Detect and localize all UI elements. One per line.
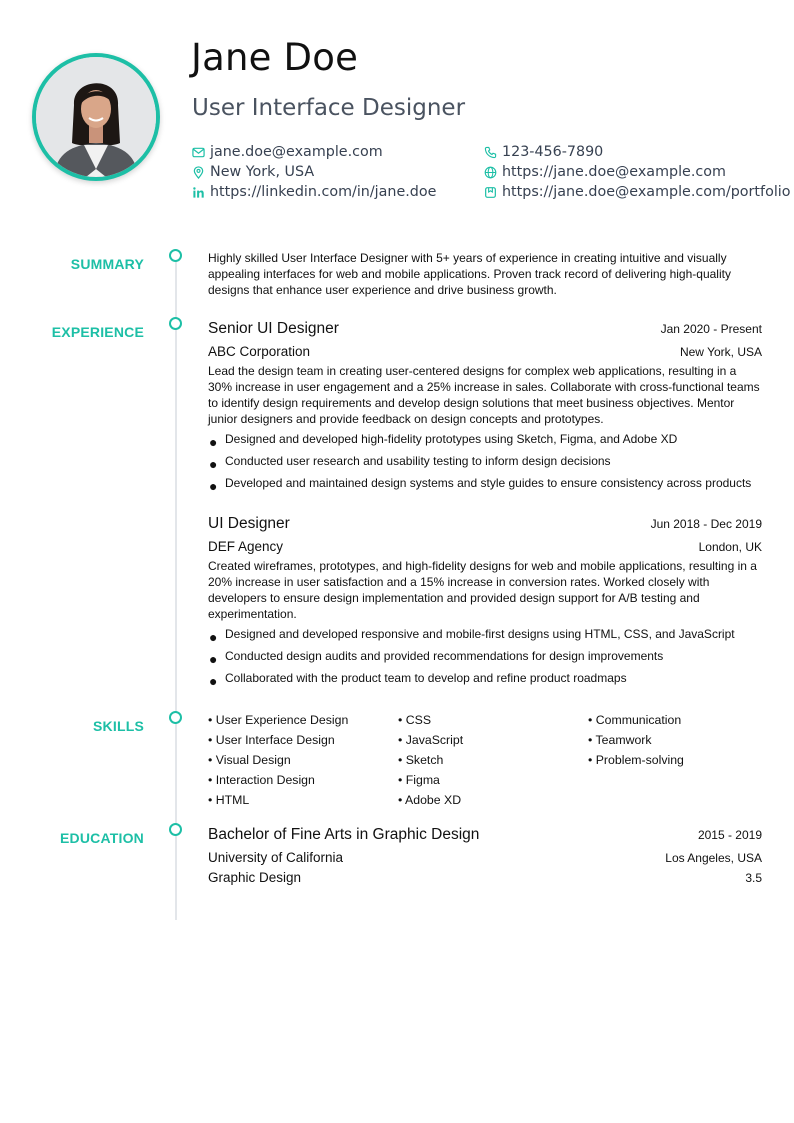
contact-email[interactable] (192, 143, 383, 161)
timeline-dot-experience (169, 317, 182, 330)
job-dates: Jan 2020 - Present (660, 322, 762, 336)
skill-item: • Teamwork (588, 733, 652, 747)
list-item: ● Developed and maintained design systems and style guides to ensure consistency across products (209, 476, 752, 495)
bullet-icon: ● (209, 651, 218, 668)
job-title: UI Designer (208, 515, 290, 532)
bullet-icon: ● (209, 478, 218, 495)
job-title: Senior UI Designer (208, 320, 339, 337)
skill-item: • User Experience Design (208, 713, 349, 727)
job-subheader (208, 539, 762, 554)
contact-website[interactable] (484, 163, 726, 181)
section-label-summary: SUMMARY (70, 256, 144, 272)
timeline-dot-education (169, 823, 182, 836)
company-name: DEF Agency (208, 539, 284, 554)
job-location: London, UK (698, 540, 762, 554)
job-highlights (208, 432, 762, 498)
portfolio-icon (484, 186, 497, 199)
contact-linkedin-text: https://linkedin.com/in/jane.doe (210, 184, 437, 200)
job-highlights (208, 627, 762, 693)
skill-item: • Sketch (398, 753, 444, 767)
skill-item: • Visual Design (208, 753, 291, 767)
job-title-headline: User Interface Designer (192, 95, 466, 121)
skill-item: • Interaction Design (208, 773, 315, 787)
education-subheader (208, 850, 762, 865)
skill-item: • Figma (398, 773, 440, 787)
job-subheader (208, 344, 762, 359)
skill-item: • JavaScript (398, 733, 464, 747)
skills-column (208, 713, 348, 813)
section-label-skills: SKILLS (93, 718, 144, 734)
experience-entry (208, 515, 762, 693)
skill-item: • User Interface Design (208, 733, 335, 747)
degree-name: Bachelor of Fine Arts in Graphic Design (208, 826, 480, 843)
school-name: University of California (208, 850, 344, 865)
skill-item: • Problem-solving (588, 753, 684, 767)
experience-entry (208, 320, 762, 498)
list-item: ● Conducted user research and usability testing to inform design decisions (209, 454, 611, 473)
mail-icon (192, 146, 205, 159)
profile-photo (32, 53, 160, 181)
map-pin-icon (192, 166, 205, 179)
education-entry (208, 826, 762, 885)
company-name: ABC Corporation (208, 344, 311, 359)
linkedin-icon (192, 186, 205, 199)
job-description: Lead the design team in creating user-centered designs for complex web applications, resulting in a 30% increase in user engagement and a 25% increase in sales. Collaborate with cross-functional teams to identify design requirements and develop design solutions that meet business objectives. Mentor junior designers and provide feedback on design concepts and prototypes. (208, 364, 760, 427)
skill-item: • HTML (208, 793, 250, 807)
contact-phone[interactable] (484, 143, 603, 161)
education-dates: 2015 - 2019 (697, 828, 762, 842)
skills-column (398, 713, 463, 813)
bullet-icon: ● (209, 673, 218, 690)
job-header (208, 320, 762, 338)
list-item: ● Collaborated with the product team to develop and refine product roadmaps (209, 671, 627, 690)
job-header (208, 515, 762, 533)
list-item: ● Conducted design audits and provided recommendations for design improvements (209, 649, 664, 668)
contact-portfolio[interactable] (484, 183, 791, 201)
skill-item: • CSS (398, 713, 432, 727)
bullet-icon: ● (209, 434, 218, 451)
summary-text: Highly skilled User Interface Designer with 5+ years of experience in creating intuitive and visually appealing interfaces for web and mobile applications. Proven track record of delivering high-quality designs that enhance user experience and drive business growth. (208, 251, 731, 298)
contact-linkedin[interactable] (192, 183, 436, 201)
summary-section (208, 250, 762, 299)
field-of-study: Graphic Design (208, 870, 302, 885)
section-label-education: EDUCATION (60, 830, 144, 846)
job-location: New York, USA (679, 345, 762, 359)
education-header (208, 826, 762, 844)
skill-item: • Communication (588, 713, 682, 727)
candidate-name: Jane Doe (191, 36, 359, 79)
contact-location-text: New York, USA (210, 164, 315, 180)
contact-website-text: https://jane.doe@example.com (502, 164, 726, 180)
education-details (208, 870, 762, 885)
skills-column (588, 713, 684, 773)
timeline-line (175, 256, 177, 920)
skills-grid (208, 713, 762, 813)
school-location: Los Angeles, USA (665, 851, 762, 865)
section-label-experience: EXPERIENCE (51, 324, 144, 340)
contact-email-text: jane.doe@example.com (210, 144, 383, 160)
timeline-dot-summary (169, 249, 182, 262)
job-description: Created wireframes, prototypes, and high-fidelity designs for web and mobile applications, resulting in a 20% increase in user satisfaction and a 15% increase in conversion rates. Worked closely with developers to ensure design implementation and provided design support for A/B testing and experimentation. (208, 559, 757, 622)
gpa-value: 3.5 (745, 871, 762, 885)
contact-phone-text: 123-456-7890 (502, 144, 604, 160)
contact-location (192, 163, 314, 181)
skill-item: • Adobe XD (398, 793, 462, 807)
contact-portfolio-text: https://jane.doe@example.com/portfolio (502, 184, 791, 200)
bullet-icon: ● (209, 456, 218, 473)
job-dates: Jun 2018 - Dec 2019 (650, 517, 762, 531)
list-item: ● Designed and developed high-fidelity prototypes using Sketch, Figma, and Adobe XD (209, 432, 678, 451)
bullet-icon: ● (209, 629, 218, 646)
timeline-dot-skills (169, 711, 182, 724)
list-item: ● Designed and developed responsive and mobile-first designs using HTML, CSS, and JavaScript (209, 627, 735, 646)
phone-icon (484, 146, 497, 159)
portrait-image (36, 57, 156, 177)
globe-icon (484, 166, 497, 179)
